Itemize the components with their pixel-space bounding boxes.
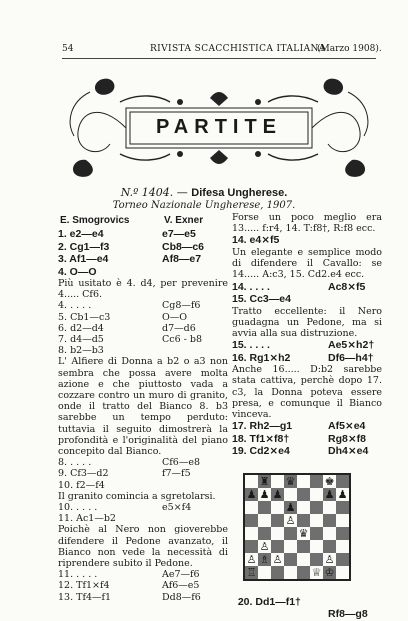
chess-piece: ♙ bbox=[285, 514, 296, 527]
move-line bbox=[58, 468, 228, 479]
chess-piece: ♟ bbox=[285, 501, 296, 514]
issue-date: (Marzo 1908). bbox=[317, 44, 382, 54]
move-line bbox=[58, 300, 228, 311]
move-line bbox=[232, 445, 382, 458]
board-square bbox=[271, 475, 284, 488]
board-square bbox=[297, 566, 310, 579]
white-move: 4. . . . . bbox=[58, 300, 92, 312]
board-square bbox=[310, 514, 323, 527]
board-square bbox=[336, 540, 349, 553]
chess-piece: ♕ bbox=[311, 566, 322, 579]
board-square bbox=[323, 540, 336, 553]
black-move: Cb8—c6 bbox=[162, 240, 205, 253]
white-move: 19. Cd2⨯e4 bbox=[232, 445, 290, 458]
chess-piece: ♔ bbox=[324, 566, 335, 579]
black-move: Dd8—f6 bbox=[162, 591, 201, 603]
ornamental-banner bbox=[60, 72, 378, 182]
board-square bbox=[336, 566, 349, 579]
board-square bbox=[297, 475, 310, 488]
move-line bbox=[232, 420, 382, 433]
board-square bbox=[284, 488, 297, 501]
board-square bbox=[310, 501, 323, 514]
white-move: 12. Tf1⨯f4 bbox=[58, 580, 110, 592]
black-move: f7—f5 bbox=[162, 468, 191, 480]
black-move: Af5⨯e4 bbox=[328, 420, 366, 433]
move-line bbox=[58, 323, 228, 334]
final-move-white: 20. Dd1—f1† bbox=[237, 595, 301, 608]
white-move: 10. . . . . bbox=[58, 501, 98, 513]
final-move bbox=[232, 583, 382, 620]
annotation: Il granito comincia a sgretolarsi. bbox=[58, 490, 216, 502]
white-move: 11. Ac1—b2 bbox=[58, 513, 116, 525]
board-square bbox=[336, 527, 349, 540]
black-move: d7—d6 bbox=[162, 322, 196, 334]
header-rule bbox=[62, 58, 376, 59]
white-move: 4. O—O bbox=[58, 265, 97, 278]
board-square bbox=[310, 540, 323, 553]
chess-piece: ♟ bbox=[337, 488, 348, 501]
black-move: Dh4⨯e4 bbox=[328, 445, 369, 458]
black-move: Af6—e5 bbox=[162, 580, 200, 592]
annotation: Tratto eccellente: il Nero guadagna un Pedone, ma si avvia alla sua distruzione. bbox=[232, 305, 382, 339]
white-move: 1. e2—e4 bbox=[58, 228, 104, 240]
final-move-black: Rf8—g8 bbox=[328, 608, 368, 620]
white-move: 16. Rg1⨯h2 bbox=[232, 351, 291, 364]
chess-piece: ♙ bbox=[259, 540, 270, 553]
annotation: Più usitato è 4. d4, per prevenire 4..... Cf6. bbox=[58, 278, 228, 301]
board-square bbox=[245, 514, 258, 527]
black-move: Rg8⨯f8 bbox=[328, 432, 366, 445]
chess-piece: ♜ bbox=[259, 475, 270, 488]
chess-piece: ♖ bbox=[246, 566, 257, 579]
move-line bbox=[58, 569, 228, 580]
board-square bbox=[258, 566, 271, 579]
chess-piece: ♗ bbox=[259, 553, 270, 566]
board-square bbox=[245, 501, 258, 514]
board-square bbox=[284, 566, 297, 579]
move-line bbox=[58, 228, 228, 241]
board-square bbox=[297, 540, 310, 553]
board-square bbox=[297, 553, 310, 566]
move-line bbox=[58, 502, 228, 513]
board-square bbox=[271, 501, 284, 514]
move-line bbox=[232, 352, 382, 365]
left-column bbox=[58, 228, 228, 603]
white-move: 2. Cg1—f3 bbox=[58, 240, 110, 253]
board-square bbox=[297, 488, 310, 501]
board-square bbox=[323, 527, 336, 540]
black-move: Af8—e7 bbox=[162, 253, 202, 265]
move-line bbox=[232, 234, 382, 247]
black-move: Cc6 - b8 bbox=[162, 333, 203, 345]
white-move: 18. Tf1⨯f8† bbox=[232, 432, 290, 445]
move-line bbox=[58, 480, 228, 491]
right-column bbox=[232, 212, 382, 458]
move-line bbox=[58, 241, 228, 254]
board-square bbox=[310, 553, 323, 566]
board-square bbox=[336, 514, 349, 527]
white-move: 17. Rh2—g1 bbox=[232, 420, 293, 433]
white-player: E. Smogrovics bbox=[60, 215, 130, 226]
move-line bbox=[58, 513, 228, 524]
black-move: e5⨯f4 bbox=[162, 501, 192, 513]
game-heading: N.º 1404. — Difesa Ungherese. bbox=[120, 186, 288, 199]
board-square bbox=[310, 475, 323, 488]
annotation: Anche 16..... D:b2 sarebbe stata cattiva, perchè dopo 17. c3, la Donna poteva essere presa, e comunque il Bianco vinceva. bbox=[232, 364, 382, 420]
board-square bbox=[271, 540, 284, 553]
board-square bbox=[258, 501, 271, 514]
chess-piece: ♚ bbox=[324, 475, 335, 488]
board-square bbox=[271, 527, 284, 540]
black-move: Ae5⨯h2† bbox=[328, 339, 375, 352]
board-square bbox=[245, 527, 258, 540]
board-square bbox=[336, 553, 349, 566]
black-player: V. Exner bbox=[164, 215, 204, 226]
move-line bbox=[58, 253, 228, 266]
move-line bbox=[58, 457, 228, 468]
move-line bbox=[232, 293, 382, 306]
board-square bbox=[284, 540, 297, 553]
board-square bbox=[323, 501, 336, 514]
move-line bbox=[58, 592, 228, 603]
board-square bbox=[271, 514, 284, 527]
black-move: O—O bbox=[162, 311, 188, 323]
game-number: N.º 1404. bbox=[120, 186, 174, 199]
board-square bbox=[258, 514, 271, 527]
board-square bbox=[284, 527, 297, 540]
board-square bbox=[297, 501, 310, 514]
white-move: 5. Cb1—c3 bbox=[58, 311, 111, 323]
white-move: 15. . . . . bbox=[232, 339, 270, 352]
move-line bbox=[58, 266, 228, 279]
move-line bbox=[58, 312, 228, 323]
black-move: Ac8⨯f5 bbox=[328, 280, 366, 293]
black-move: Df6—h4† bbox=[328, 351, 374, 364]
chess-piece: ♙ bbox=[272, 553, 283, 566]
move-line bbox=[232, 433, 382, 446]
move-line bbox=[58, 580, 228, 591]
move-line bbox=[232, 281, 382, 294]
section-title: PARTITE bbox=[155, 116, 283, 138]
board-square bbox=[271, 566, 284, 579]
white-move: 14. e4⨯f5 bbox=[232, 234, 280, 247]
board-square bbox=[297, 514, 310, 527]
black-move: Ae7—f6 bbox=[162, 569, 200, 581]
black-move: Cg8—f6 bbox=[162, 300, 201, 312]
white-move: 11. . . . . bbox=[58, 569, 98, 581]
tournament-name: Torneo Nazionale Ungherese, 1907. bbox=[112, 200, 296, 211]
chess-diagram bbox=[243, 473, 351, 581]
annotation: Forse un poco meglio era 13..... f:r4, 14. T:f8†, R:f8 ecc. bbox=[232, 212, 382, 235]
board-square bbox=[245, 475, 258, 488]
chess-piece: ♟ bbox=[324, 488, 335, 501]
board-square bbox=[336, 501, 349, 514]
white-move: 8. . . . . bbox=[58, 457, 92, 469]
board-square bbox=[310, 527, 323, 540]
move-line bbox=[58, 334, 228, 345]
chess-piece: ♙ bbox=[324, 553, 335, 566]
white-move: 15. Cc3—e4 bbox=[232, 293, 291, 306]
board-square bbox=[323, 514, 336, 527]
white-move: 14. . . . . bbox=[232, 280, 270, 293]
white-move: 9. Cf3—d2 bbox=[58, 468, 109, 480]
move-line bbox=[58, 345, 228, 356]
annotation: Poichè al Nero non gioverebbe difendere il Pedone avanzato, il Bianco non vede la necessità di riprendere subito il Pedone. bbox=[58, 524, 228, 569]
chess-piece: ♛ bbox=[285, 475, 296, 488]
board-square bbox=[245, 540, 258, 553]
opening-name: Difesa Ungherese. bbox=[191, 187, 288, 199]
chess-piece: ♟ bbox=[259, 488, 270, 501]
chess-piece: ♟ bbox=[272, 488, 283, 501]
chess-piece: ♙ bbox=[246, 553, 257, 566]
white-move: 7. d4—d5 bbox=[58, 333, 104, 345]
board-square bbox=[310, 488, 323, 501]
chess-piece: ♟ bbox=[246, 488, 257, 501]
white-move: 6. d2—d4 bbox=[58, 322, 104, 334]
black-move: Cf6—e8 bbox=[162, 457, 200, 469]
board-square bbox=[258, 527, 271, 540]
board-square bbox=[336, 475, 349, 488]
white-move: 3. Af1—e4 bbox=[58, 253, 109, 265]
running-title: RIVISTA SCACCHISTICA ITALIANA bbox=[150, 44, 326, 54]
annotation: L' Alfiere di Donna a b2 o a3 non sembra che possa avere molta azione e che piuttosto vada a cozzare contro un muro di granito, onde il tratto del Bianco 8. b3 sarebbe un tempo perduto: tuttavia il seguito dimostrerà la profondità e l'originalità del piano concepito dal Bianco. bbox=[58, 356, 228, 457]
white-move: 10. f2—f4 bbox=[58, 479, 105, 491]
board-square bbox=[284, 553, 297, 566]
white-move: 13. Tf4—f1 bbox=[58, 591, 112, 603]
chess-piece: ♛ bbox=[298, 527, 309, 540]
annotation: Un elegante e semplice modo di difendere il Cavallo: se 14..... A:c3, 15. Cd2.e4 ecc. bbox=[232, 246, 382, 281]
move-line bbox=[232, 339, 382, 352]
white-move: 8. b2—b3 bbox=[58, 345, 104, 357]
page-number: 54 bbox=[62, 44, 74, 54]
black-move: e7—e5 bbox=[162, 228, 196, 240]
